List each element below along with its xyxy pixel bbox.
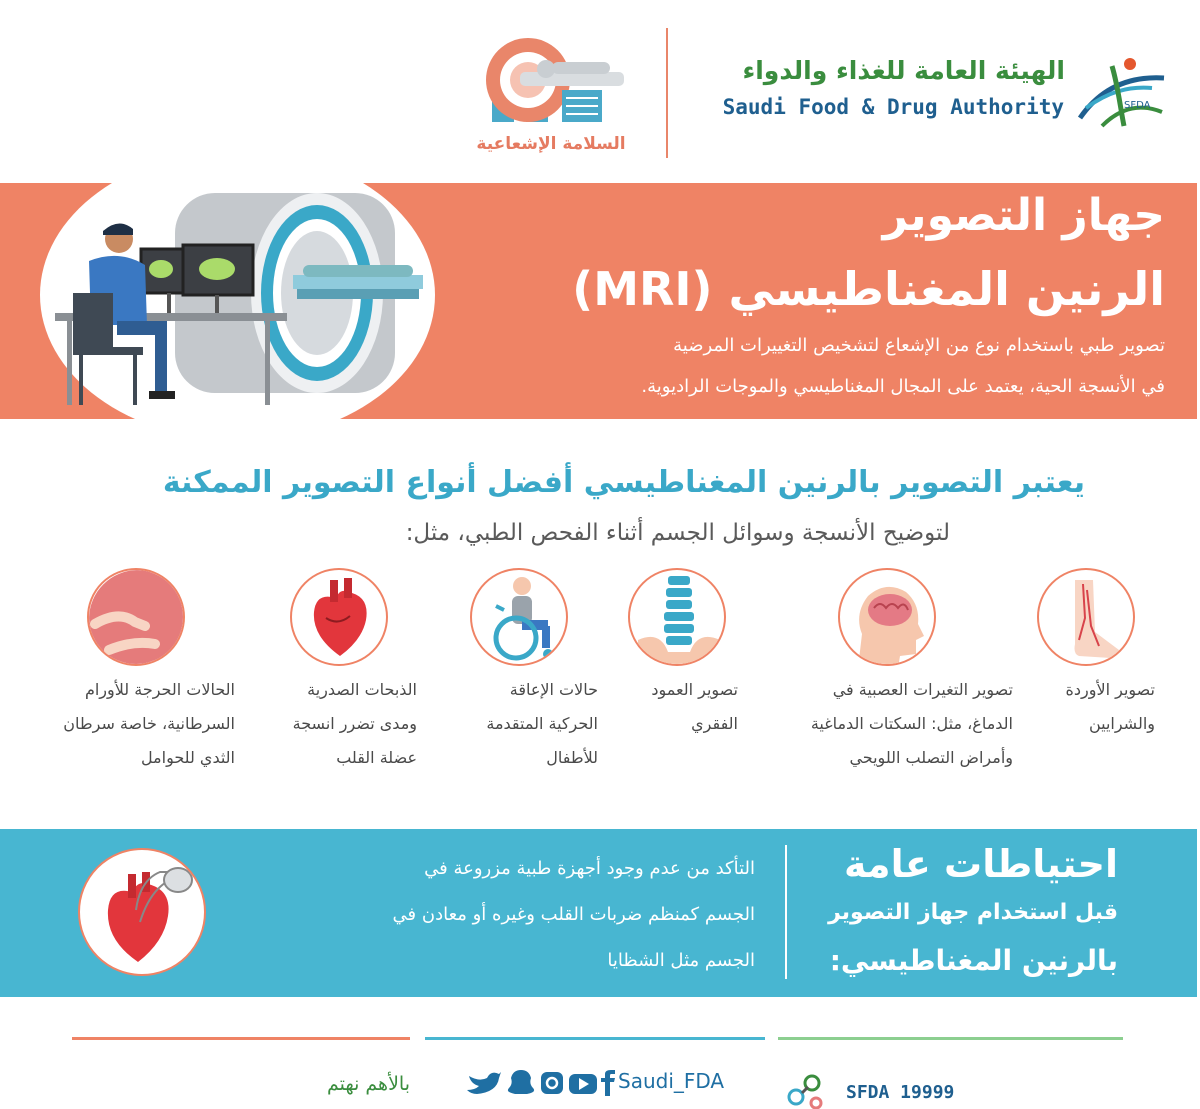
caption-line: الفقري (691, 714, 738, 733)
caption-line: حالات الإعاقة (509, 680, 598, 699)
precautions-text-line: الجسم مثل الشظايا (607, 950, 755, 971)
phone-link-icon (786, 1073, 844, 1109)
social-handle[interactable]: Saudi_FDA (618, 1069, 725, 1093)
section-subtitle: لتوضيح الأنسجة وسوائل الجسم أثناء الفحص الطبي، مثل: (405, 520, 950, 546)
footer-line-green (778, 1037, 1123, 1040)
precautions-text-line: الجسم كمنظم ضربات القلب وغيره أو معادن في (392, 904, 755, 925)
facebook-icon[interactable] (601, 1070, 615, 1096)
footer-line-teal (425, 1037, 765, 1040)
caption-line: ومدى تضرر انسجة (292, 714, 417, 733)
caption-line: السرطانية، خاصة سرطان (63, 714, 235, 733)
list-item (755, 673, 1013, 775)
caption-line: للأطفال (546, 748, 598, 767)
precautions-subtitle-line2: بالرنين المغناطيسي: (829, 944, 1118, 977)
hero-title-line1: جهاز التصوير (882, 190, 1165, 241)
hero-description-line1: تصوير طبي باستخدام نوع من الإشعاع لتشخيص التغييرات المرضية (673, 335, 1165, 356)
caption-line: تصوير العمود (651, 680, 738, 699)
brain-icon (838, 568, 936, 666)
precautions-divider (785, 845, 787, 979)
heart-icon (290, 568, 388, 666)
list-item (610, 673, 738, 741)
snapchat-icon[interactable] (508, 1070, 534, 1094)
footer-tagline: بالأهم نهتم (326, 1073, 410, 1095)
footer-line-coral (72, 1037, 410, 1040)
list-item (20, 673, 235, 775)
pregnant-belly-icon (87, 568, 185, 666)
hero-title-line2: الرنين المغناطيسي (MRI) (572, 262, 1165, 316)
leg-veins-icon (1037, 568, 1135, 666)
spine-icon (628, 568, 726, 666)
section-title: يعتبر التصوير بالرنين المغناطيسي أفضل أنواع التصوير الممكنة (162, 465, 1085, 500)
hero-description-line2: في الأنسجة الحية، يعتمد على المجال المغناطيسي والموجات الراديوية. (641, 376, 1165, 397)
caption-line: الدماغ، مثل: السكتات الدماغية (810, 714, 1013, 733)
caption-line: والشرايين (1088, 714, 1155, 733)
list-item (255, 673, 417, 775)
mri-room-illustration-icon (55, 165, 425, 420)
list-item (440, 673, 598, 775)
caption-line: الحركية المتقدمة (486, 714, 598, 733)
caption-line: عضلة القلب (336, 748, 417, 767)
caption-line: الذبحات الصدرية (307, 680, 417, 699)
precautions-title: احتياطات عامة (844, 842, 1118, 886)
org-name-arabic: الهيئة العامة للغذاء والدواء (742, 56, 1065, 85)
logo-text: SFDA (1124, 100, 1151, 111)
mri-scanner-logo-icon (480, 24, 630, 134)
caption-line: الثدي للحوامل (140, 748, 235, 767)
org-name-english: Saudi Food & Drug Authority (722, 95, 1064, 119)
caption-line: تصوير الأوردة (1065, 680, 1155, 699)
twitter-icon[interactable] (467, 1072, 501, 1094)
list-item (1020, 673, 1155, 741)
instagram-icon[interactable] (541, 1072, 563, 1094)
header-divider (666, 28, 668, 158)
caption-line: الحالات الحرجة للأورام (84, 680, 235, 699)
precautions-subtitle-line1: قبل استخدام جهاز التصوير (828, 900, 1118, 925)
caption-line: تصوير التغيرات العصبية في (832, 680, 1013, 699)
radiation-safety-label: السلامة الإشعاعية (476, 134, 626, 154)
youtube-icon[interactable] (569, 1074, 597, 1094)
caption-line: وأمراض التصلب اللويحي (849, 748, 1013, 767)
footer-hotline[interactable]: SFDA 19999 (846, 1082, 955, 1103)
pacemaker-heart-icon (78, 848, 206, 976)
wheelchair-icon (470, 568, 568, 666)
sfda-logo-icon (1072, 56, 1170, 136)
precautions-text-line: التأكد من عدم وجود أجهزة طبية مزروعة في (424, 858, 755, 879)
